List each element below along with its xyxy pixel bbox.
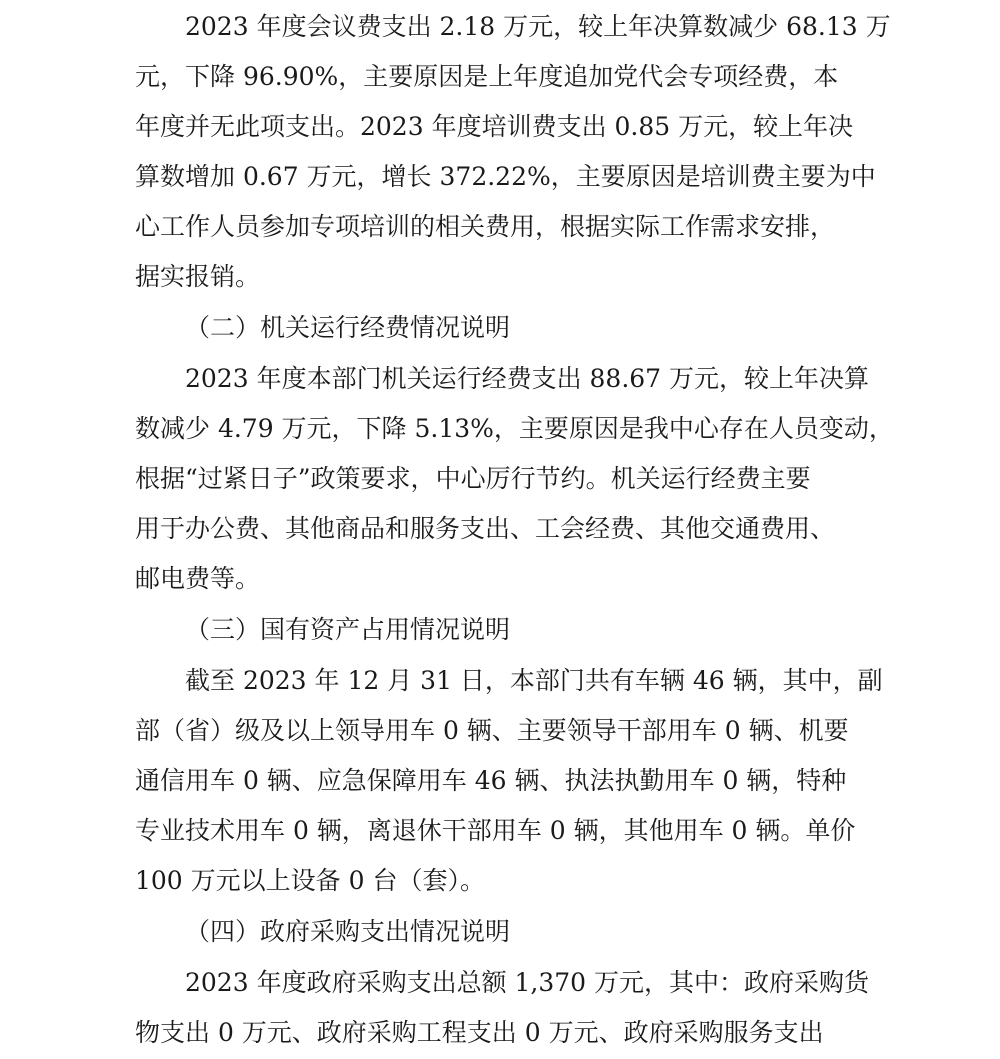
text-line-12: 邮电费等。 (135, 564, 261, 593)
text-line-1: 2023 年度会议费支出 2.18 万元，较上年决算数减少 68.13 万 (185, 12, 891, 41)
text-line-2: 元，下降 96.90%，主要原因是上年度追加党代会专项经费，本 (135, 62, 839, 91)
text-line-17: 专业技术用车 0 辆，离退休干部用车 0 辆，其他用车 0 辆。单价 (135, 816, 856, 845)
text-line-6: 据实报销。 (135, 262, 261, 291)
text-line-20: 2023 年度政府采购支出总额 1,370 万元，其中：政府采购货 (185, 968, 870, 997)
text-line-5: 心工作人员参加专项培训的相关费用，根据实际工作需求安排， (135, 212, 836, 241)
text-line-9: 数减少 4.79 万元，下降 5.13%，主要原因是我中心存在人员变动， (135, 414, 894, 443)
text-line-4: 算数增加 0.67 万元，增长 372.22%，主要原因是培训费主要为中 (135, 162, 876, 191)
text-line-16: 通信用车 0 辆、应急保障用车 46 辆、执法执勤用车 0 辆，特种 (135, 766, 847, 795)
text-line-8: 2023 年度本部门机关运行经费支出 88.67 万元，较上年决算 (185, 364, 870, 393)
text-line-11: 用于办公费、其他商品和服务支出、工会经费、其他交通费用、 (135, 514, 836, 543)
section-heading-3: （三）国有资产占用情况说明 (185, 615, 511, 644)
text-line-14: 截至 2023 年 12 月 31 日，本部门共有车辆 46 辆，其中，副 (185, 666, 883, 695)
text-line-10: 根据“过紧日子”政策要求，中心厉行节约。机关运行经费主要 (135, 464, 811, 493)
section-heading-4: （四）政府采购支出情况说明 (185, 917, 511, 946)
text-line-3: 年度并无此项支出。2023 年度培训费支出 0.85 万元，较上年决 (135, 112, 854, 141)
text-line-15: 部（省）级及以上领导用车 0 辆、主要领导干部用车 0 辆、机要 (135, 716, 849, 745)
text-line-18: 100 万元以上设备 0 台（套）。 (135, 866, 485, 895)
text-line-21: 物支出 0 万元、政府采购工程支出 0 万元、政府采购服务支出 (135, 1018, 824, 1047)
section-heading-2: （二）机关运行经费情况说明 (185, 313, 511, 342)
